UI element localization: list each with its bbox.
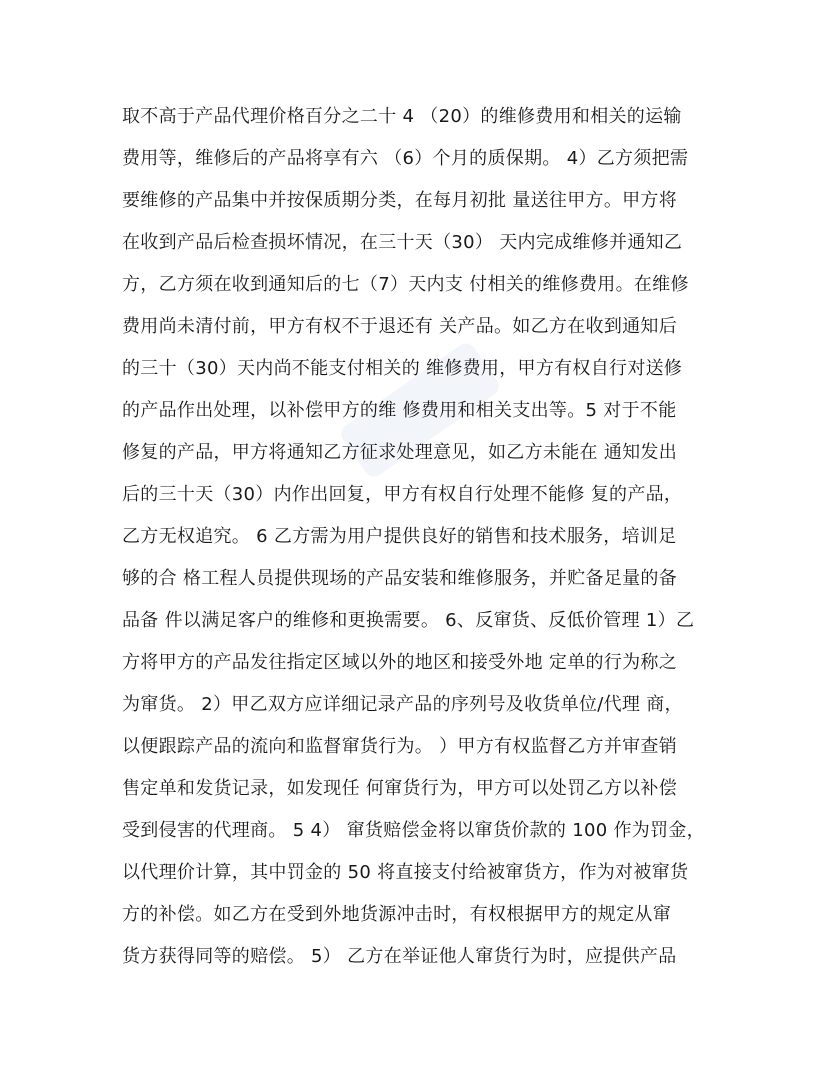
text-line-12: 够的合 格工程人员提供现场的产品安装和维修服务，并贮备足量的备	[122, 568, 678, 589]
text-line-17: 售定单和发货记录，如发现任 何窜货行为，甲方可以处罚乙方以补偿	[122, 778, 678, 799]
text-line-4: 在收到产品后检查损坏情况，在三十天（30） 天内完成维修并通知乙	[122, 232, 683, 253]
text-line-20: 方的补偿。如乙方在受到外地货源冲击时，有权根据甲方的规定从窜	[122, 904, 671, 925]
text-line-5: 方，乙方须在收到通知后的七（7）天内支 付相关的维修费用。在维修	[122, 274, 689, 295]
text-line-11: 乙方无权追究。 6 乙方需为用户提供良好的销售和技术服务，培训足	[122, 526, 677, 547]
text-line-19: 以代理价计算，其中罚金的 50 将直接支付给被窜货方，作为对被窜货	[122, 862, 689, 883]
text-line-9: 修复的产品，甲方将通知乙方征求处理意见，如乙方未能在 通知发出	[122, 442, 678, 463]
text-line-14: 方将甲方的产品发往指定区域以外的地区和接受外地 定单的行为称之	[122, 652, 678, 673]
text-line-7: 的三十（30）天内尚不能支付相关的 维修费用，甲方有权自行对送修	[122, 358, 683, 379]
text-line-10: 后的三十天（30）内作出回复，甲方有权自行处理不能修 复的产品，	[122, 484, 683, 505]
text-line-16: 以便跟踪产品的流向和监督窜货行为。 ）甲方有权监督乙方并审查销	[122, 736, 678, 757]
text-line-2: 费用等，维修后的产品将享有六 （6）个月的质保期。 4）乙方须把需	[122, 148, 689, 169]
text-line-6: 费用尚未清付前，甲方有权不于退还有 关产品。如乙方在收到通知后	[122, 316, 678, 337]
text-line-8: 的产品作出处理，以补偿甲方的维 修费用和相关支出等。5 对于不能	[122, 400, 677, 421]
text-line-3: 要维修的产品集中并按保质期分类，在每月初批 量送往甲方。甲方将	[122, 190, 678, 211]
text-line-18: 受到侵害的代理商。 5 4） 窜货赔偿金将以窜货价款的 100 作为罚金，	[122, 820, 705, 841]
text-line-15: 为窜货。 2）甲乙双方应详细记录产品的序列号及收货单位/代理 商，	[122, 694, 683, 715]
text-line-13: 品备 件以满足客户的维修和更换需要。 6、反窜货、反低价管理 1）乙	[122, 610, 695, 631]
text-line-21: 货方获得同等的赔偿。 5） 乙方在举证他人窜货行为时，应提供产品	[122, 946, 677, 967]
body-text	[122, 96, 722, 978]
text-line-1: 取不高于产品代理价格百分之二十 4 （20）的维修费用和相关的运输	[122, 106, 682, 127]
